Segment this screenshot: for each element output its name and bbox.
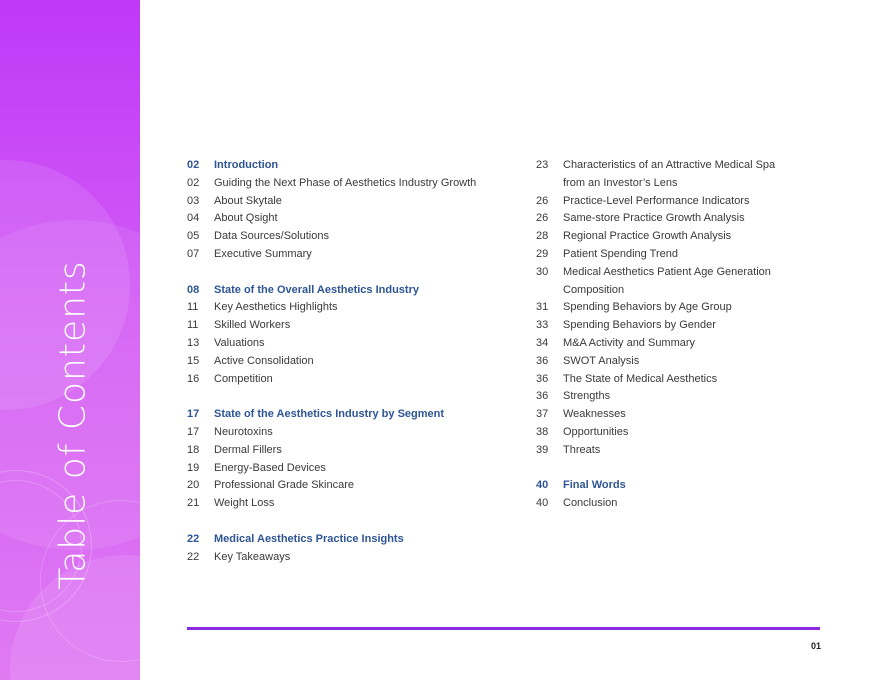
toc-entry-label: Practice-Level Performance Indicators <box>563 194 750 207</box>
toc-page-number: 39 <box>536 443 549 456</box>
toc-section-heading[interactable] <box>187 157 527 175</box>
toc-page-number: 22 <box>187 532 200 545</box>
toc-entry-label: About Skytale <box>214 194 282 207</box>
toc-page-number: 30 <box>536 265 549 278</box>
toc-page-number: 36 <box>536 354 549 367</box>
toc-spacer <box>187 264 527 282</box>
toc-entry[interactable] <box>187 193 527 211</box>
toc-entry[interactable] <box>187 228 527 246</box>
toc-entry-label: State of the Overall Aesthetics Industry <box>214 283 419 296</box>
toc-entry[interactable] <box>536 210 836 228</box>
toc-entry[interactable] <box>536 299 836 317</box>
toc-page-number: 34 <box>536 336 549 349</box>
toc-page-number: 05 <box>187 230 200 243</box>
toc-page-number: 16 <box>187 372 200 385</box>
toc-page-number: 17 <box>187 425 200 438</box>
toc-entry[interactable] <box>536 353 836 371</box>
toc-entry[interactable] <box>536 317 836 335</box>
toc-column-right <box>536 157 836 513</box>
toc-entry[interactable] <box>536 442 836 460</box>
toc-page-number: 36 <box>536 390 549 403</box>
toc-entry-label: Final Words <box>563 479 626 492</box>
toc-page-number: 21 <box>187 497 200 510</box>
toc-entry-label: Weaknesses <box>563 408 626 421</box>
toc-page-number: 40 <box>536 479 549 492</box>
toc-entry-label: Data Sources/Solutions <box>214 230 329 243</box>
toc-entry-label: Spending Behaviors by Gender <box>563 319 716 332</box>
toc-entry[interactable] <box>187 246 527 264</box>
toc-page-number: 13 <box>187 336 200 349</box>
toc-entry-label: M&A Activity and Summary <box>563 336 696 349</box>
toc-entry-label: Threats <box>563 443 601 456</box>
toc-entry[interactable] <box>536 388 836 406</box>
toc-page-number: 31 <box>536 301 549 314</box>
toc-entry-label: Medical Aesthetics Patient Age Generation <box>563 265 771 278</box>
page-number: 01 <box>810 641 821 651</box>
toc-entry[interactable] <box>536 335 836 353</box>
toc-entry[interactable] <box>536 495 836 513</box>
toc-page-number: 03 <box>187 194 200 207</box>
toc-page-number: 18 <box>187 443 200 456</box>
toc-page-number: 36 <box>536 372 549 385</box>
toc-entry[interactable] <box>187 175 527 193</box>
page-title: Table of Contents <box>52 260 94 590</box>
toc-entry[interactable] <box>536 282 836 300</box>
toc-section-heading[interactable] <box>187 282 527 300</box>
toc-entry[interactable] <box>187 299 527 317</box>
toc-entry[interactable] <box>187 477 527 495</box>
toc-entry-label: Patient Spending Trend <box>563 247 678 260</box>
toc-entry-label: Opportunities <box>563 425 629 438</box>
toc-entry-label: Active Consolidation <box>214 354 314 367</box>
toc-entry-label: Regional Practice Growth Analysis <box>563 230 732 243</box>
toc-entry[interactable] <box>187 317 527 335</box>
toc-entry[interactable] <box>187 371 527 389</box>
toc-entry-label: Conclusion <box>563 497 618 510</box>
footer-divider <box>187 627 820 630</box>
toc-page-number: 15 <box>187 354 200 367</box>
toc-spacer <box>187 388 527 406</box>
toc-page-number: 33 <box>536 319 549 332</box>
toc-page-number: 02 <box>187 159 200 171</box>
toc-entry[interactable] <box>187 424 527 442</box>
toc-entry-label: Composition <box>563 283 625 296</box>
toc-entry[interactable] <box>536 175 836 193</box>
toc-page-number: 38 <box>536 425 549 438</box>
toc-entry[interactable] <box>536 264 836 282</box>
toc-page-number <box>536 175 563 193</box>
toc-spacer <box>187 513 527 531</box>
toc-entry-label: Medical Aesthetics Practice Insights <box>214 532 404 545</box>
toc-page-number: 26 <box>536 194 549 207</box>
toc-page-number <box>536 282 563 300</box>
toc-page-number: 29 <box>536 247 549 260</box>
toc-entry-label: Professional Grade Skincare <box>214 479 355 492</box>
toc-entry[interactable] <box>536 193 836 211</box>
toc-entry[interactable] <box>536 157 836 175</box>
toc-entry[interactable] <box>187 495 527 513</box>
toc-entry-label: from an Investor’s Lens <box>563 176 678 189</box>
toc-entry-label: Guiding the Next Phase of Aesthetics Industry Growth <box>214 176 477 189</box>
toc-page-number: 19 <box>187 461 200 474</box>
toc-entry-label: Energy-Based Devices <box>214 461 326 474</box>
toc-page-number: 20 <box>187 479 200 492</box>
toc-page-number: 11 <box>187 319 199 332</box>
toc-section-heading[interactable] <box>536 477 836 495</box>
toc-entry[interactable] <box>536 371 836 389</box>
toc-entry-label: Characteristics of an Attractive Medical Spa <box>563 159 776 171</box>
toc-entry[interactable] <box>536 246 836 264</box>
toc-page-number: 40 <box>536 497 549 510</box>
toc-spacer <box>536 460 836 478</box>
toc-entry[interactable] <box>187 335 527 353</box>
toc-entry-label: About Qsight <box>214 212 278 225</box>
toc-page-number: 07 <box>187 247 200 260</box>
toc-entry-label: Dermal Fillers <box>214 443 282 456</box>
toc-entry-label: Spending Behaviors by Age Group <box>563 301 732 314</box>
toc-entry[interactable] <box>187 442 527 460</box>
toc-entry-label: Same-store Practice Growth Analysis <box>563 212 745 225</box>
toc-entry[interactable] <box>536 424 836 442</box>
toc-section-heading[interactable] <box>187 531 527 549</box>
toc-entry[interactable] <box>187 353 527 371</box>
toc-entry-label: Strengths <box>563 390 611 403</box>
toc-entry-label: Key Takeaways <box>214 550 291 563</box>
toc-entry[interactable] <box>187 460 527 478</box>
toc-page-number: 08 <box>187 283 200 296</box>
toc-entry-label: The State of Medical Aesthetics <box>563 372 718 385</box>
toc-entry-label: Skilled Workers <box>214 319 291 332</box>
sidebar-panel <box>0 0 140 680</box>
toc-page-number: 26 <box>536 212 549 225</box>
toc-entry-label: Introduction <box>214 159 279 171</box>
toc-entry-label: Valuations <box>214 336 265 349</box>
toc-entry-label: Key Aesthetics Highlights <box>214 301 338 314</box>
toc-entry[interactable] <box>187 549 527 567</box>
toc-page-number: 23 <box>536 159 549 171</box>
toc-entry[interactable] <box>187 210 527 228</box>
toc-entry-label: State of the Aesthetics Industry by Segment <box>214 408 445 421</box>
toc-entry[interactable] <box>536 228 836 246</box>
toc-section-heading[interactable] <box>187 406 527 424</box>
toc-entry[interactable] <box>536 406 836 424</box>
toc-page-number: 22 <box>187 550 200 563</box>
toc-entry-label: Weight Loss <box>214 497 275 510</box>
toc-page-number: 11 <box>187 301 199 314</box>
toc-entry-label: Executive Summary <box>214 247 312 260</box>
toc-entry-label: Competition <box>214 372 273 385</box>
toc-page-number: 28 <box>536 230 549 243</box>
toc-page-number: 02 <box>187 176 200 189</box>
toc-entry-label: Neurotoxins <box>214 425 273 438</box>
toc-page-number: 37 <box>536 408 549 421</box>
toc-page-number: 17 <box>187 408 200 421</box>
toc-entry-label: SWOT Analysis <box>563 354 640 367</box>
toc-column-left <box>187 157 527 566</box>
toc-page-number: 04 <box>187 212 200 225</box>
